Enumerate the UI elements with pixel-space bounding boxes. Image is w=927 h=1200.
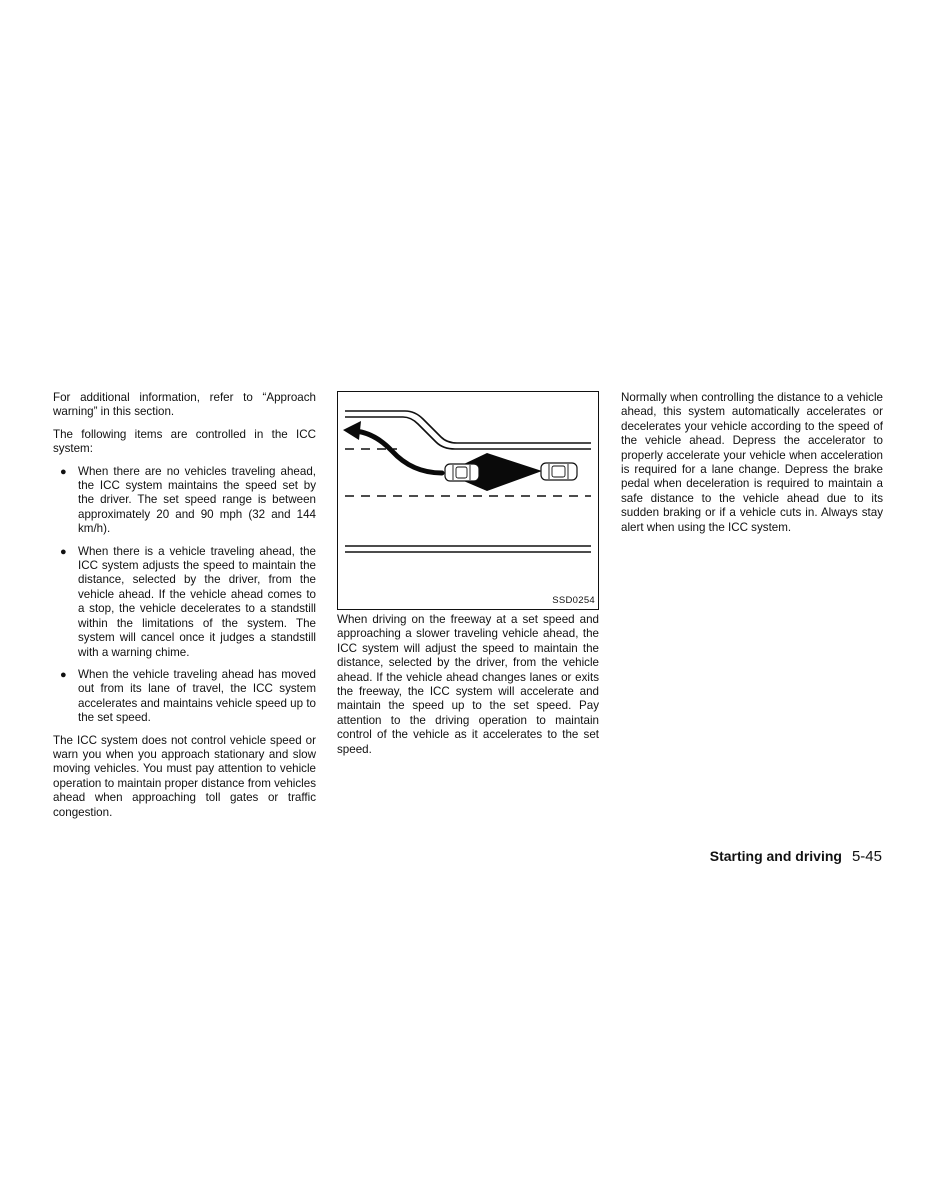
bullet-icon: ● (60, 668, 67, 681)
illustration-drawing (337, 391, 599, 610)
right-column-paragraph: Normally when controlling the distance to a vehicle ahead, this system automatically accelerates or decelerates your vehicle according to the speed of the vehicle ahead. Depress the accelerator to properly accelerate your vehicle when acceleration is required for a lane change. Depress the brake pedal when deceleration is required to maintain a safe distance to the vehicle ahead due to its sudden braking or if a vehicle cuts in. Always stay alert when using the ICC system. (621, 391, 883, 534)
figure-frame (338, 392, 599, 610)
list-item (53, 465, 316, 537)
vehicle-ahead-icon (541, 463, 577, 480)
list-item-text: When there are no vehicles traveling ahead, the ICC system maintains the speed set by the driver. The set speed range is between approximately 20 and 90 mph (32 and 144 km/h). (78, 464, 316, 536)
icc-lane-change-illustration (337, 391, 599, 610)
left-column (53, 391, 316, 828)
figure-caption: When driving on the freeway at a set speed and approaching a slower traveling vehicle ahead, the ICC system will adjust the speed to maintain the distance, selected by the driver, from the vehicle ahead. If the vehicle ahead changes lanes or exits the freeway, the ICC system will accelerate and maintain the speed up to the set speed. Pay attention to the driving operation to maintain control of the vehicle as it accelerates to the set speed. (337, 613, 599, 756)
page-footer (710, 848, 882, 865)
list-item (53, 668, 316, 726)
page-number: 5-45 (851, 848, 882, 865)
list-item-text: When the vehicle traveling ahead has moved out from its lane of travel, the ICC system accelerates and maintains vehicle speed up to the set speed. (78, 667, 316, 725)
bullet-icon: ● (60, 545, 67, 558)
figure-code-label: SSD0254 (552, 594, 595, 606)
intro-paragraph: For additional information, refer to “Approach warning” in this section. (53, 391, 316, 419)
controlled-items-list (53, 465, 316, 726)
own-vehicle-icon (445, 464, 479, 481)
middle-column (337, 391, 599, 765)
right-column (621, 391, 883, 543)
items-intro-paragraph: The following items are controlled in the ICC system: (53, 427, 316, 456)
footer-section-title: Starting and driving (709, 848, 842, 864)
bullet-icon: ● (60, 465, 67, 478)
closing-paragraph: The ICC system does not control vehicle speed or warn you when you approach stationary and slow moving vehicles. You must pay attention to vehicle operation to maintain proper distance from vehicles ahead when approaching toll gates or traffic congestion. (53, 733, 316, 819)
list-item-text: When there is a vehicle traveling ahead, the ICC system adjusts the speed to maintain the distance, selected by the driver, from the vehicle ahead. If the vehicle ahead comes to a stop, the vehicle decelerates to a standstill within the limitations of the system. The system will cancel once it judges a standstill with a warning chime. (78, 544, 316, 659)
list-item (53, 545, 316, 660)
